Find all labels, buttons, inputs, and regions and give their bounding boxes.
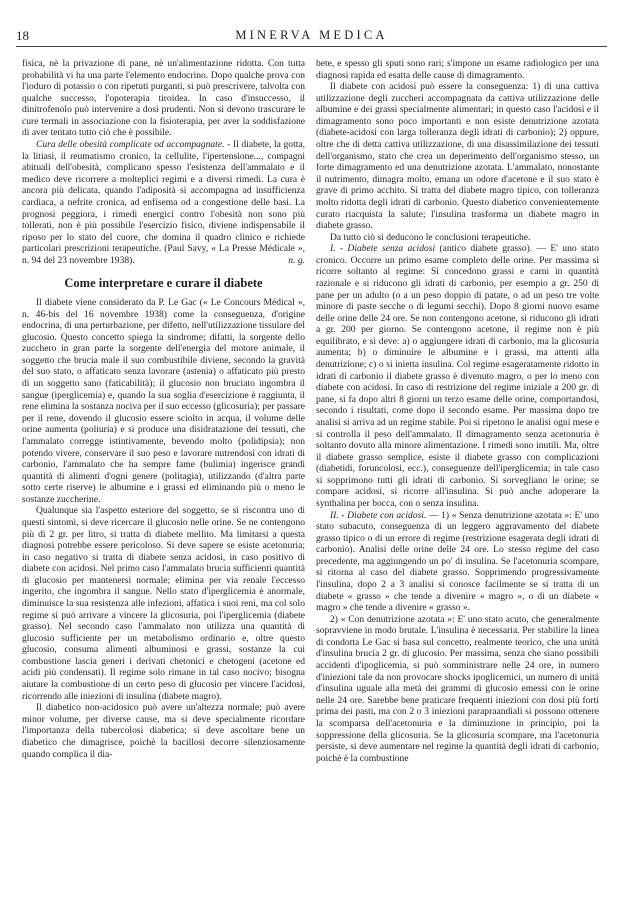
paragraph: Qualunque sia l'aspetto esteriore del soggetto, se si riscontra uno di questi sintomi, si deve ricercare il glucosio nelle orine. Se ne contengono più di 2 gr. per litro, si tratta di diabete mellito. Ma limitarsi a questa diagnosi potrebbe essere pericoloso. Si deve sapere se esiste acetonuria; in caso negativo si tratta di diabete senza acidosi, in caso positivo di diabete con acidosi. Nel primo caso l'ammalato brucia sufficienti quantità di glucosio per mantenersi normale; elimina per via renale l'eccesso ingerito, che ingombra il sangue. Nello stato d'iperglicemia è anormale, diminuisce la sua resistenza alle infezioni, affatica i suoi reni, ma col solo regime si può arrivare a vincere la glicosuria, poi l'iperglicemia (diabete grasso). Nel secondo caso l'ammalato non utilizza una quantità di glucosio sufficiente per un metabolismo ordinario e, oltre questo glucosio, consuma alimenti albuminosi e grassi, sostanze la cui combustione lascia generi i derivati chetonici e chetogeni (acetone ed acidi più condensati). Il regime solo rimane in tal caso nocivo; bisogna aiutare la combustione di un certo peso di glucosio per vincere l'acidosi, ricorrendo alle iniezioni di insulina (diabete magro). xyxy=(22,505,305,702)
journal-title: MINERVA MEDICA xyxy=(235,28,388,42)
page-header xyxy=(16,26,607,47)
paragraph-text: (antico diabete grasso). — E' uno stato cronico. Occorre un primo esame completo delle orine. Per massima si ricorre soltanto al regime: Si concedono grassi e carni in quantità razionale e si riducono gli idrati di carbonio, per esempio a gr. 250 di pane per un adulto (o a un peso doppio di patate, o ad un peso tre volte minore di paste secche o di legumi secchi). Dopo 8 giorni nuovo esame delle orine delle 24 ore. Se non contengono acetone, si riducono gli idrati a gr. 200 per giorno. Se contengono acetone, il regime non è più equilibrato, e si deve: a) o aggiungere idrati di carbonio, ma la glicosuria aumenta; b) o diminuire le albumine e i grassi, ma attenti alla denutrizione; c) o si iniettа insulina. Col regime esageratamente ridotto in idrati di carbonio il diabete grasso è divenuto magro, o per lo meno con diabete con acidosi. In caso di restrizione del regime iniziale a 200 gr. di pane, si fa dopo altri 8 giorni un terzo esame delle orine, comportandosi, secondo i risultati, come dopo il secondo esame. Per massima dopo tre analisi si arriva ad un regime stabile. Poi si ripetono le analisi ogni mese e si controlla il peso dell'ammalato. Il dimagramento senza acetonuria è soltanto dovuto alla minore alimentazione. I rimedi sono inutili. Ma, oltre il diabete grasso semplice, esiste il diabete grasso con complicazioni (diabetidi, foruncolosi, ecc.), conseguenze dell'iperglicemia; in tale caso si sopprimono tutti gli idrati di carbonio. Si sorvegliano le orine; se compare acidosi, si ricorre all'insulina. Si può anche adoperare la synthalina per bocca, con o senza insulina. xyxy=(316,243,599,509)
author-signature: n. g. xyxy=(288,254,305,266)
paragraph-heading: II. - Diabete con acidosi. xyxy=(330,509,427,521)
right-column xyxy=(316,58,599,764)
left-column xyxy=(22,58,305,760)
paragraph xyxy=(22,139,305,266)
paragraph: Il diabete con acidosi può essere la conseguenza: 1) di una cattiva utilizzazione degli zuccheri accompagnata da cattiva utilizzazione delle albumine e dei grassi specialmente alimentari; in questo caso l'acidosi e il dimagramento sono poco importanti e non esiste denutrizione azotata (diabete-acidosi con larga tolleranza degli idrati di carbonio); 2) oppure, oltre che di detta cattiva utilizzazione, di una disassimilazione dei tessuti dell'organismo, stato che crea un deperimento dell'organismo stesso, un forte dimagramento ed una denutrizione azotata. L'ammalato, nonostante il nutrimento, dimagra molto, emana un odore d'acetone e il suo stato è grave di primo acchito. Si tratta del diabete magro tipico, con tolleranza molto ridotta degli idrati di carbonio. Questo diabetico convenientemente curato riacquista la salute; l'insulina trasforma un diabete magro in diabete grasso. xyxy=(316,81,599,232)
paragraph-heading: Cura delle obesità complicate od accompagnate. xyxy=(36,139,225,151)
paragraph-text: — 1) « Senza denutrizione azotata »: E' uno stato subacuto, conseguenza di un leggero aggravamento del diabete grasso tipico o di un errore di regime (restrizione esagerata degli idrati di carbonio). Analisi delle orine delle 24 ore. Lo stesso regime del caso precedente, ma aggiungendo un po' di insulina. Se l'acetonuria scompare, si ritorna al caso del diabete grasso. Sopprimendo progressivamente l'insulina, dopo 2 a 3 analisi si conosce facilmente se si tratta di un diabete « grasso » che tende a divenire « magro », o di un diabete « magro » che tende a divenire « grasso ». xyxy=(316,509,599,614)
paragraph: Il diabetico non-acidosico può avere un'altezza normale; può avere minor volume, per diverse cause, ma si deve specialmente ricordare l'importanza della tubercolosi diabetica; si deve ascoltare bene un diabetico che dimagrisce, poichè la bacillosi decorre silenziosamente quando complica il dia- xyxy=(22,702,305,760)
paragraph-text: - Il diabete, la gotta, la litiasi, il reumatismo cronico, la cellulite, l'ipertensione..., compagni abituali dell'obesità, complicano spesso l'esistenza dell'ammalato e il medico deve ricorrere a molteplici regimi e a diversi rimedi. La cura è ancora più delicata, quando l'adiposità si accompagna ad insufficienza cardiaca, a nefrite cronica, ad enfisema od a congestione delle basi. La prognosi peggiora, i rimedi energici contro l'obesità non sono più tollerati, non è più possibile l'esercizio fisico, diviene indispensabile il riposo per lo stato del cuore, che domina il quadro clinico e richiede particolari prescrizioni terapeutiche. (Paul Savy, « La Presse Médicale », n. 94 del 23 novembre 1938). xyxy=(22,139,306,266)
paragraph: bete, e spesso gli sputi sono rari; s'impone un esame radiologico per una diagnosi rapida ed esatta delle cause di dimagramento. xyxy=(316,58,599,81)
paragraph: fisica, nè la privazione di pane, nè un'alimentazione ridotta. Con tutta probabilità vi ha una parte l'elemento endocrino. Dopo qualche prova con l'ioduro di potassio o con ripetuti purganti, si può prescrivere, talvolta con qualche successo, l'opoterapia tiroidea. In caso d'insuccesso, il dinitrofenolo può intervenire a dosi prudenti. Non si devono trascurare le cure termali in associazione con la fisioterapia, per aver la soddisfazione di aver tentato tutto ciò che è possibile. xyxy=(22,58,305,139)
paragraph xyxy=(316,243,599,509)
paragraph xyxy=(316,510,599,614)
paragraph: Da tutto ciò si deducono le conclusioni terapeutiche. xyxy=(330,231,531,243)
paragraph-heading: I. - Diabete senza acidosi xyxy=(330,243,436,255)
paragraph: Il diabete viene considerato da P. Le Gac (« Le Concours Médical », n. 46-bis del 16 novembre 1938) come la conseguenza, d'origine endocrina, di una perturbazione, per difetto, nell'utilizzazione tissulare del glucosio. Questo concetto spiega la sindrome; difatti, la sorgente dello zucchero in gran parte la sorgente dell'energia del motore animale, il soggetto che brucia male il suo combustibile diviene, secondo la gravità del suo stato, o affaticato senza lavorare (astenia) o affaticato più presto di un soggetto sano (faticabilità); il glucosio non bruciato ingombra il sangue (iperglicemia) e, quando la sua soglia d'esercizione è raggiunta, il rene elimina la sostanza nociva per il suo eccesso (glicosuria); per passare per il rene, dovendo il glucosio essere sciolto in acqua, il volume delle orine aumenta (poliuria) e si produce una disidratazione dei tessuti, che l'ammalato corregge istintivamente, bevendo molto (polidipsia); non potendo vivere, conservare il suo peso e lavorare nutrendosi con idrati di carbonio, l'ammalato che ha sempre fame (bulimia) ingerisce grandi quantità di alimenti d'ogni genere (politagia), utilizzando (d'altra parte sotto certe riserve) le albumine e i grassi ed eliminando più o meno le sostanze zuccherine. xyxy=(22,296,305,505)
paragraph: 2) « Con denutrizione azotata »: E' uno stato acuto, che generalmente sopravviene in modo brutale. L'insulina è necessaria. Per stabilire la linea di condotta Le Gac si basa sul concetto, realmente teorico, che una unità d'insulina brucia 2 gr. di glucosio. Per massima, senza che siano possibili accidenti d'ipoglicemia, si può somministrare nelle 24 ore, in numero d'iniezioni tale da non provocare shocks ipoglicemici, un numero di unità d'insulina uguale alla metà dei grammi di glucosio emessi con le orine nelle 24 ore. Sarebbe bene praticare frequenti iniezioni con dosi più forti prima dei pasti, ma con 2 o 3 iniezioni parapraandiali si possono ottenere la scomparsa dell'acetonuria e la diminuzione in principio, poi la soppressione della glicosuria. Se la glicosuria scompare, ma l'acetonuria persiste, si deve aumentare nel regime la quantità degli idrati di carbonio, poichè è la combustione xyxy=(316,613,599,764)
page-number: 18 xyxy=(16,28,29,43)
section-title: Come interpretare e curare il diabete xyxy=(64,276,263,291)
